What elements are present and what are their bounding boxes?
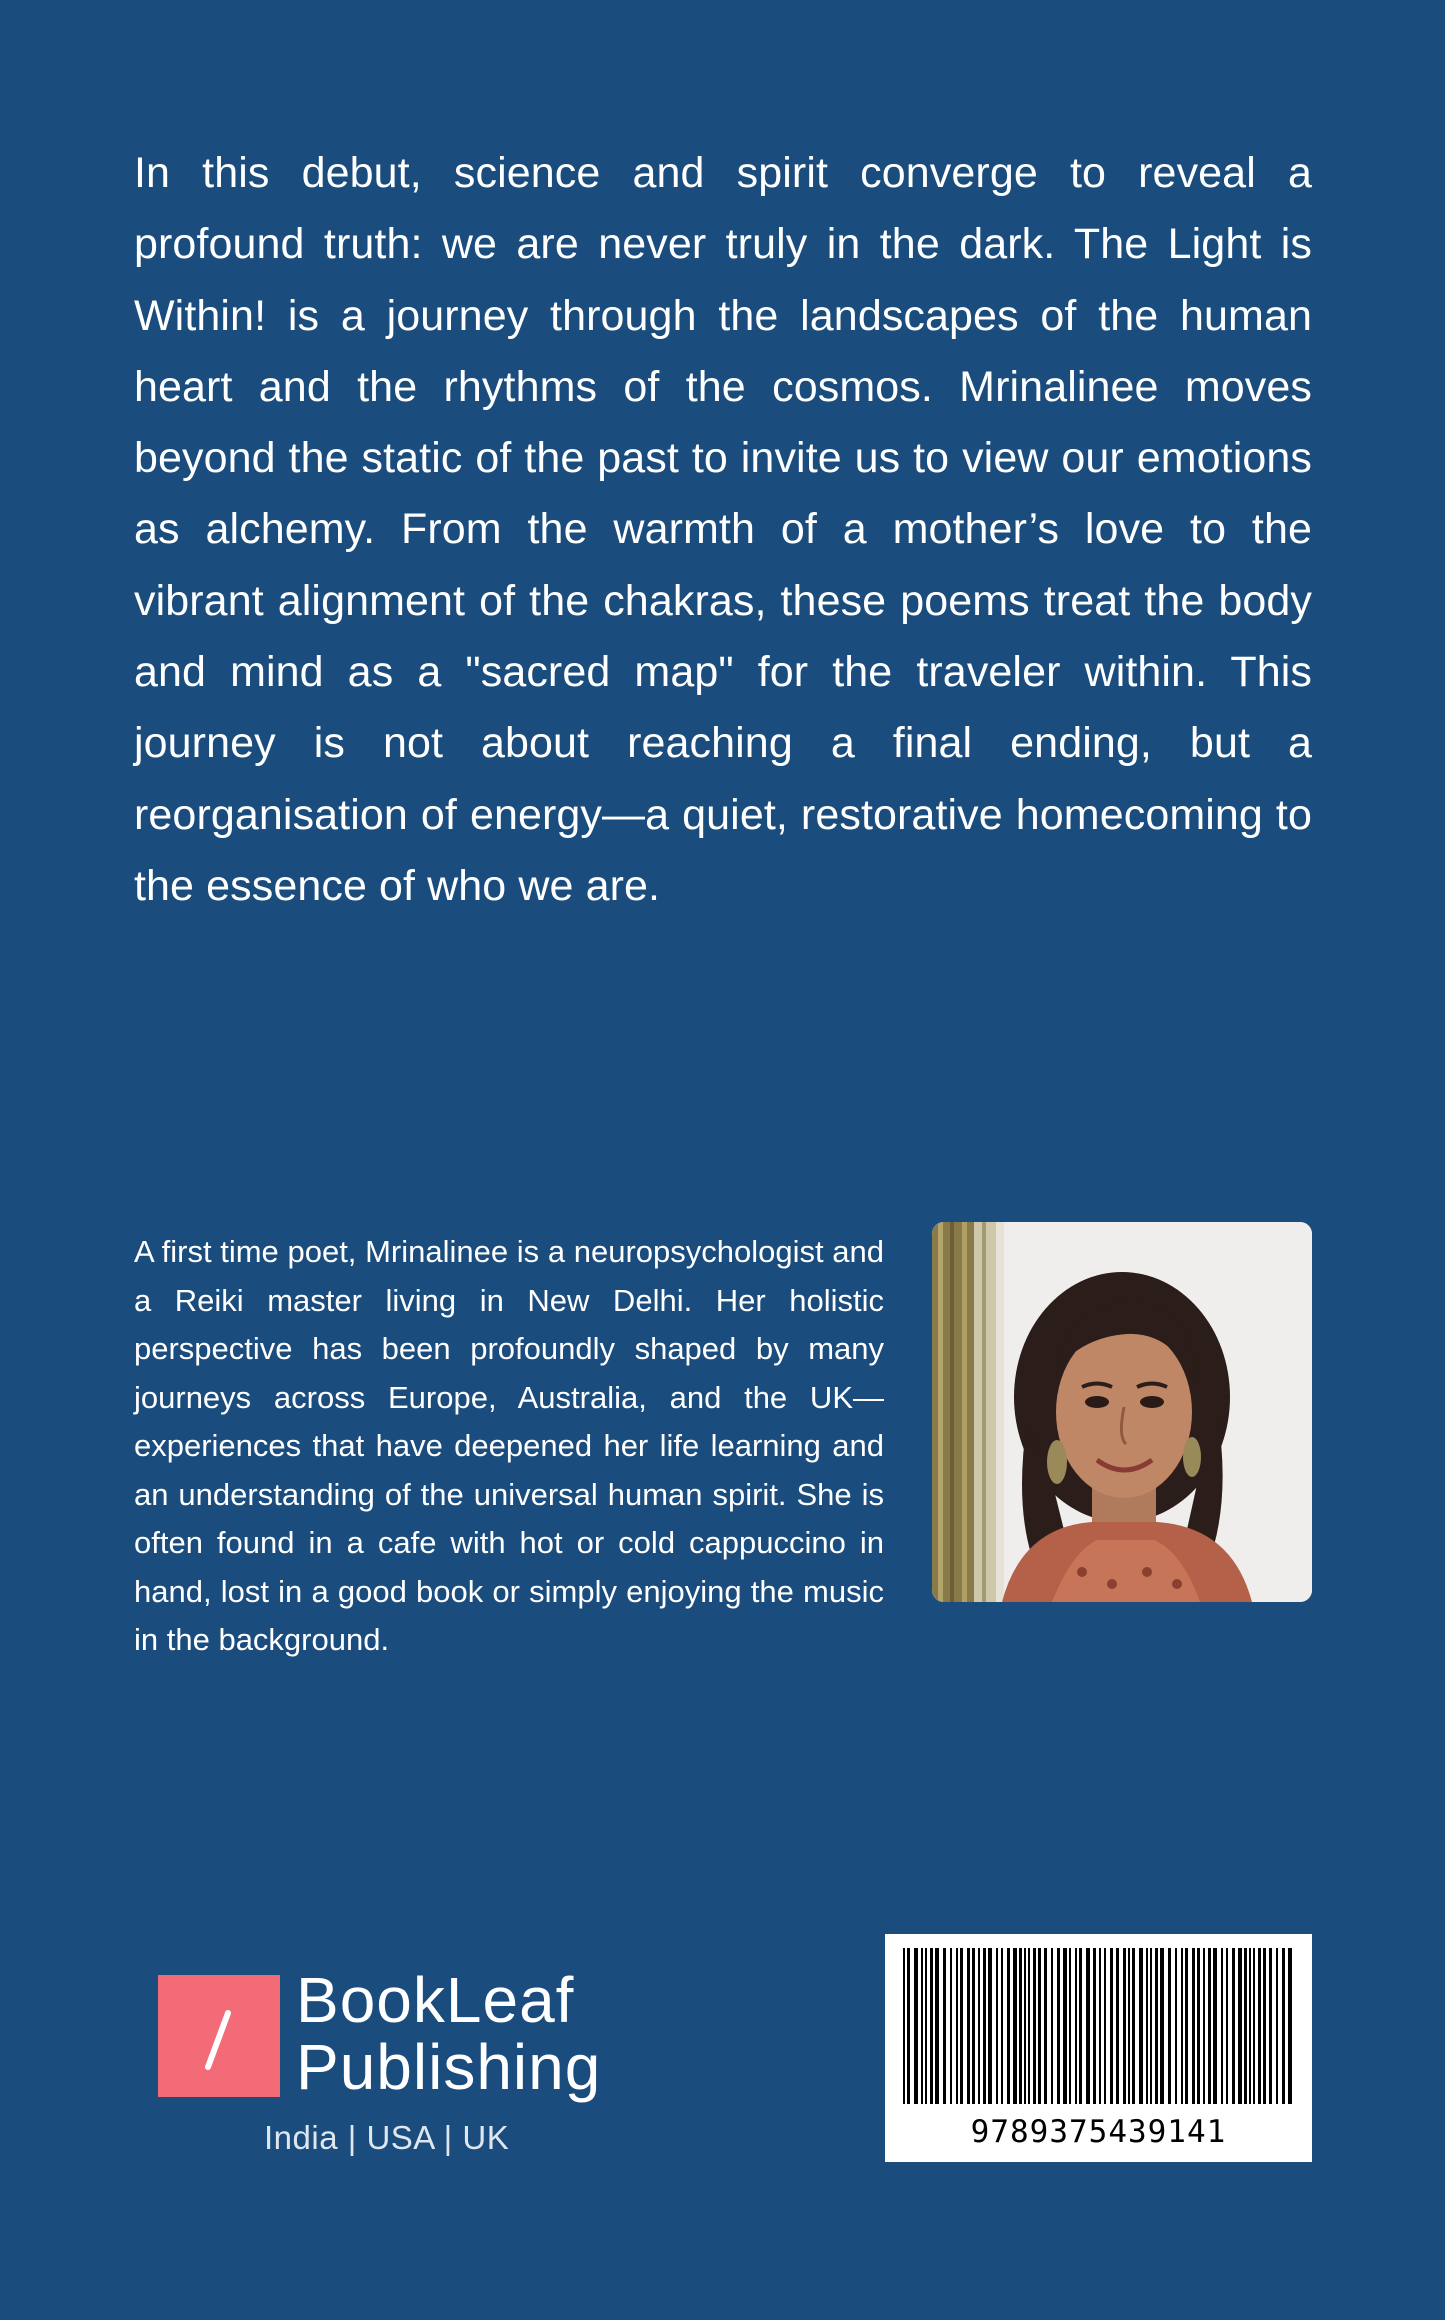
isbn-barcode bbox=[885, 1934, 1312, 2162]
book-blurb: In this debut, science and spirit converge to reveal a profound truth: we are never truly in the dark. The Light is Within! is a journey through the landscapes of the human heart and the rhythms of the cosmos. Mrinalinee moves beyond the static of the past to invite us to view our emotions as alchemy. From the warmth of a mother’s love to the vibrant alignment of the chakras, these poems treat the body and mind as a "sacred map" for the traveler within. This journey is not about reaching a final ending, but a reorganisation of energy—a quiet, restorative homecoming to the essence of who we are. bbox=[134, 149, 1312, 910]
publisher-logo bbox=[158, 1965, 618, 2165]
author-bio: A first time poet, Mrinalinee is a neuropsychologist and a Reiki master living in New Delhi. Her holistic perspective has been profoundly shaped by many journeys across Europe, Australia, and the UK—experiences that have deepened her life learning and an understanding of the universal human spirit. She is often found in a cafe with hot or cold cappuccino in hand, lost in a good book or simply enjoying the music in the background. bbox=[134, 1234, 884, 1657]
barcode-icon bbox=[885, 1934, 1312, 2114]
publisher-name-line2: Publishing bbox=[296, 2031, 602, 2103]
slash-logo-icon bbox=[158, 1975, 280, 2097]
author-photo bbox=[932, 1222, 1312, 1602]
publisher-regions: India | USA | UK bbox=[264, 2119, 510, 2156]
isbn-number: 9789375439141 bbox=[970, 2114, 1227, 2150]
publisher-name-line1: BookLeaf bbox=[296, 1964, 575, 2036]
